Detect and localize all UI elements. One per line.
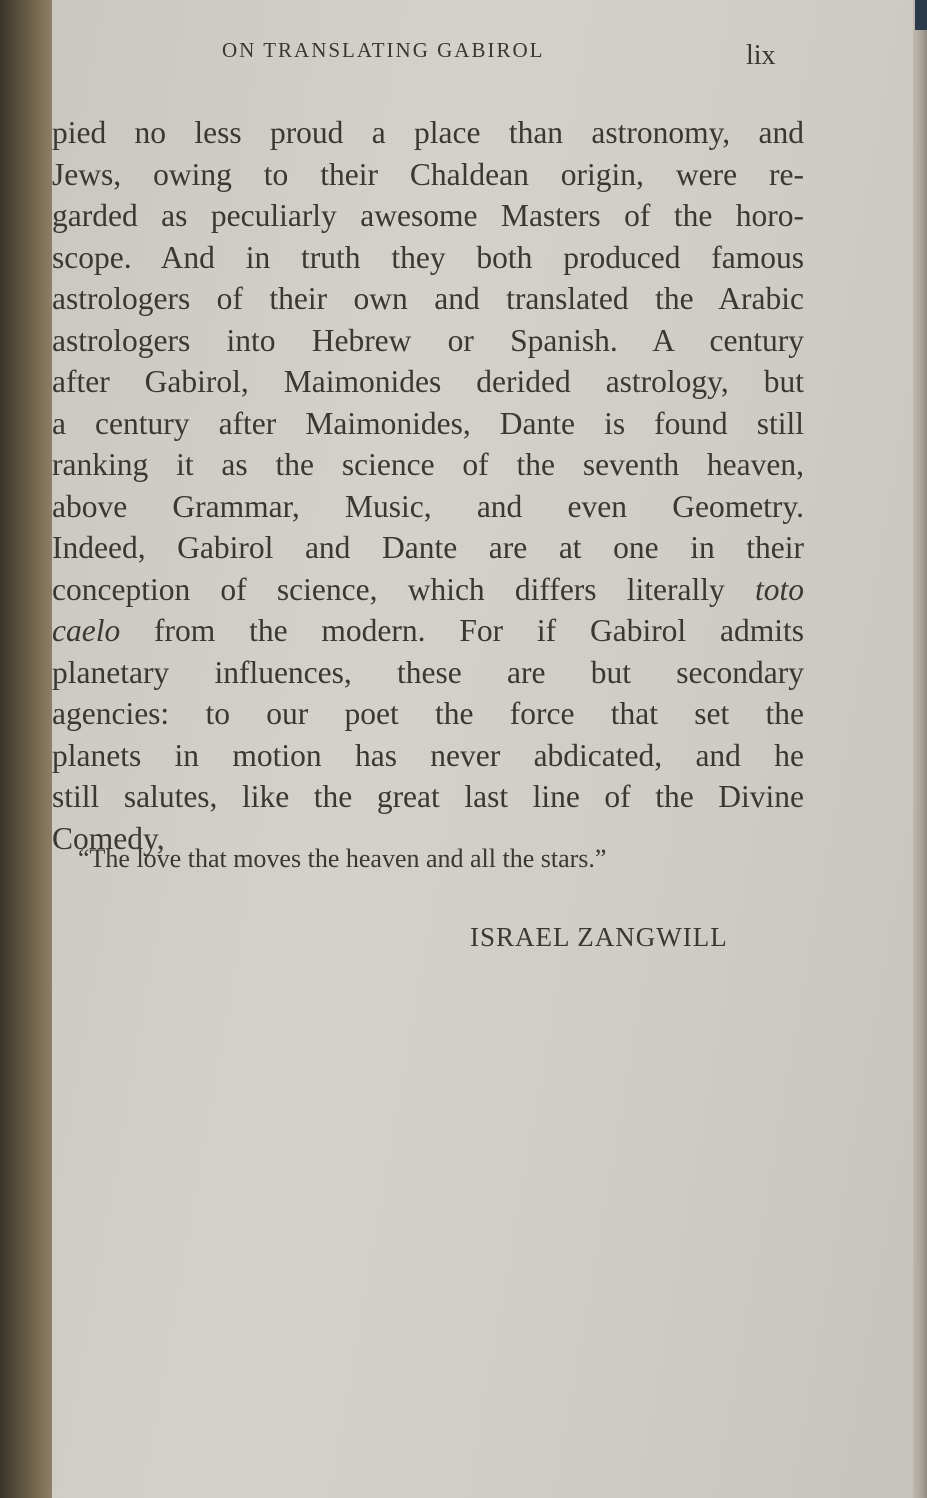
closing-quote: “The love that moves the heaven and all the stars.” [78, 844, 607, 873]
text-line: still salutes, like the great last line of the Divine [52, 779, 804, 814]
text-line: Indeed, Gabirol and Dante are at one in their [52, 530, 804, 565]
author-signature: ISRAEL ZANGWILL [470, 922, 728, 952]
text-line: Jews, owing to their Chaldean origin, were re- [52, 156, 804, 192]
text-line: after Gabirol, Maimonides derided astrology, but [52, 364, 804, 399]
text-line: Comedy, [52, 820, 165, 856]
text-line: agencies: to our poet the force that set the [52, 696, 804, 731]
text-line-with-italic [52, 569, 804, 611]
page-edge [913, 0, 927, 1498]
running-head: ON TRANSLATING GABIROL [222, 38, 545, 62]
text-line: pied no less proud a place than astronomy, and [52, 115, 804, 150]
page-number: lix [746, 40, 776, 71]
text-line: scope. And in truth they both produced famous [52, 239, 804, 275]
text-line: astrologers into Hebrew or Spanish. A century [52, 322, 804, 358]
italic-word-toto: toto [754, 571, 804, 607]
background-corner [915, 0, 927, 30]
text-line: planets in motion has never abdicated, and he [52, 737, 804, 773]
body-paragraph [52, 112, 804, 859]
text-segment: conception of science, which differs literally [52, 571, 725, 607]
text-line: ranking it as the science of the seventh heaven, [52, 447, 804, 482]
text-line: a century after Maimonides, Dante is found still [52, 405, 804, 441]
text-line: garded as peculiarly awesome Masters of the horo- [52, 198, 804, 233]
text-line: planetary influences, these are but secondary [52, 654, 804, 690]
book-spine-shadow [0, 0, 52, 1498]
text-line-with-italic [52, 610, 804, 652]
text-line: astrologers of their own and translated the Arabic [52, 281, 804, 316]
text-segment: from the modern. For if Gabirol admits [154, 613, 805, 648]
text-line: above Grammar, Music, and even Geometry. [52, 488, 804, 524]
italic-word-caelo: caelo [52, 613, 121, 648]
